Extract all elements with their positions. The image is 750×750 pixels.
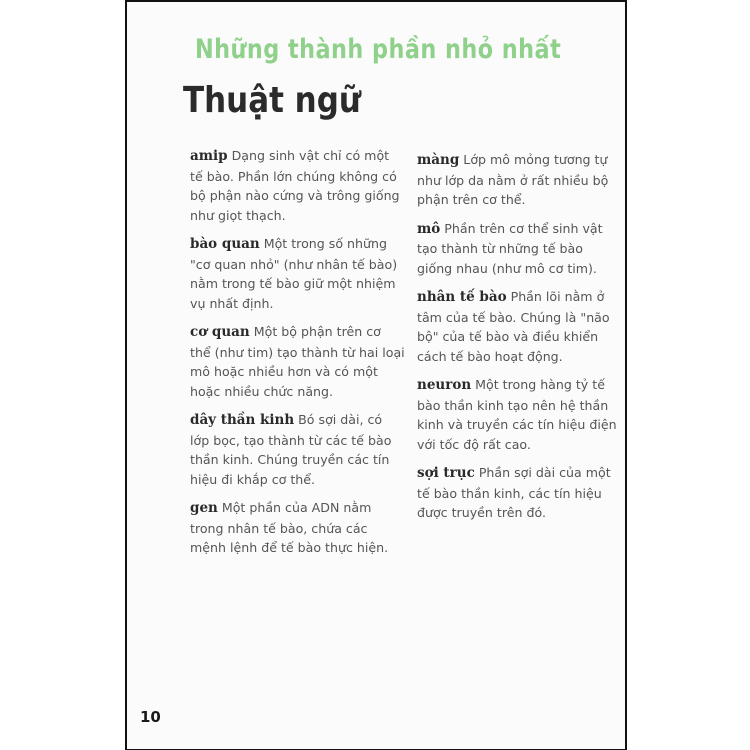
glossary-definition: Một trong hàng tỷ tế bào thần kinh tạo nên hệ thần kinh và truyền các tín hiệu điện với tốc độ rất cao. xyxy=(417,377,617,452)
section-title: Những thành phần nhỏ nhất xyxy=(195,34,562,65)
glossary-term: bào quan xyxy=(190,236,260,252)
glossary-definition: Phần sợi dài của một tế bào thần kinh, các tín hiệu được truyền trên đó. xyxy=(417,465,611,520)
glossary-entry-soi-truc xyxy=(417,463,617,523)
book-page xyxy=(125,0,627,750)
glossary-column-left xyxy=(190,146,405,567)
glossary-term: mô xyxy=(417,220,441,237)
glossary-definition: Một bộ phận trên cơ thể (như tim) tạo thành từ hai loại mô hoặc nhiều hơn và có một hoặc nhiều chức năng. xyxy=(190,324,405,399)
page-number: 10 xyxy=(140,708,161,726)
glossary-entry-gen xyxy=(190,498,405,558)
glossary-definition: Phần trên cơ thể sinh vật tạo thành từ những tế bào giống nhau (như mô cơ tim). xyxy=(417,220,603,276)
glossary-definition: Một phần của ADN nằm trong nhân tế bào, chứa các mệnh lệnh để tế bào thực hiện. xyxy=(190,500,389,555)
glossary-definition: Phần lõi nằm ở tâm của tế bào. Chúng là "não bộ" của tế bào và điều khiển cách tế bào hoạt động. xyxy=(417,289,610,364)
glossary-term: dây thần kinh xyxy=(190,412,295,428)
glossary-entry-co-quan xyxy=(190,322,405,401)
glossary-entry-day-than-kinh xyxy=(190,410,405,489)
glossary-term: cơ quan xyxy=(190,324,250,340)
glossary-term: sợi trục xyxy=(417,465,475,481)
page-heading: Thuật ngữ xyxy=(183,80,361,121)
glossary-term: amip xyxy=(190,148,228,164)
glossary-term: nhân tế bào xyxy=(417,289,507,305)
glossary-definition: Lớp mô mỏng tương tự như lớp da nằm ở rất nhiều bộ phận trên cơ thể. xyxy=(417,152,609,207)
glossary-entry-bao-quan xyxy=(190,234,405,313)
glossary-entry-neuron xyxy=(417,375,617,454)
glossary-term: gen xyxy=(190,500,218,516)
glossary-column-right xyxy=(417,150,617,532)
glossary-term: neuron xyxy=(417,377,472,393)
glossary-definition: Một trong số những "cơ quan nhỏ" (như nhân tế bào) nằm trong tế bào giữ một nhiệm vụ nhất định. xyxy=(190,236,398,311)
glossary-term: màng xyxy=(417,152,460,168)
glossary-definition: Bó sợi dài, có lớp bọc, tạo thành từ các tế bào thần kinh. Chúng truyền các tín hiệu đi khắp cơ thể. xyxy=(190,412,392,487)
glossary-entry-amip xyxy=(190,146,405,225)
glossary-definition: Dạng sinh vật chỉ có một tế bào. Phần lớn chúng không có bộ phận nào cứng và trông giống như giọt thạch. xyxy=(190,148,400,223)
glossary-entry-mo xyxy=(417,219,617,279)
glossary-entry-nhan-te-bao xyxy=(417,287,617,366)
glossary-entry-mang xyxy=(417,150,617,210)
